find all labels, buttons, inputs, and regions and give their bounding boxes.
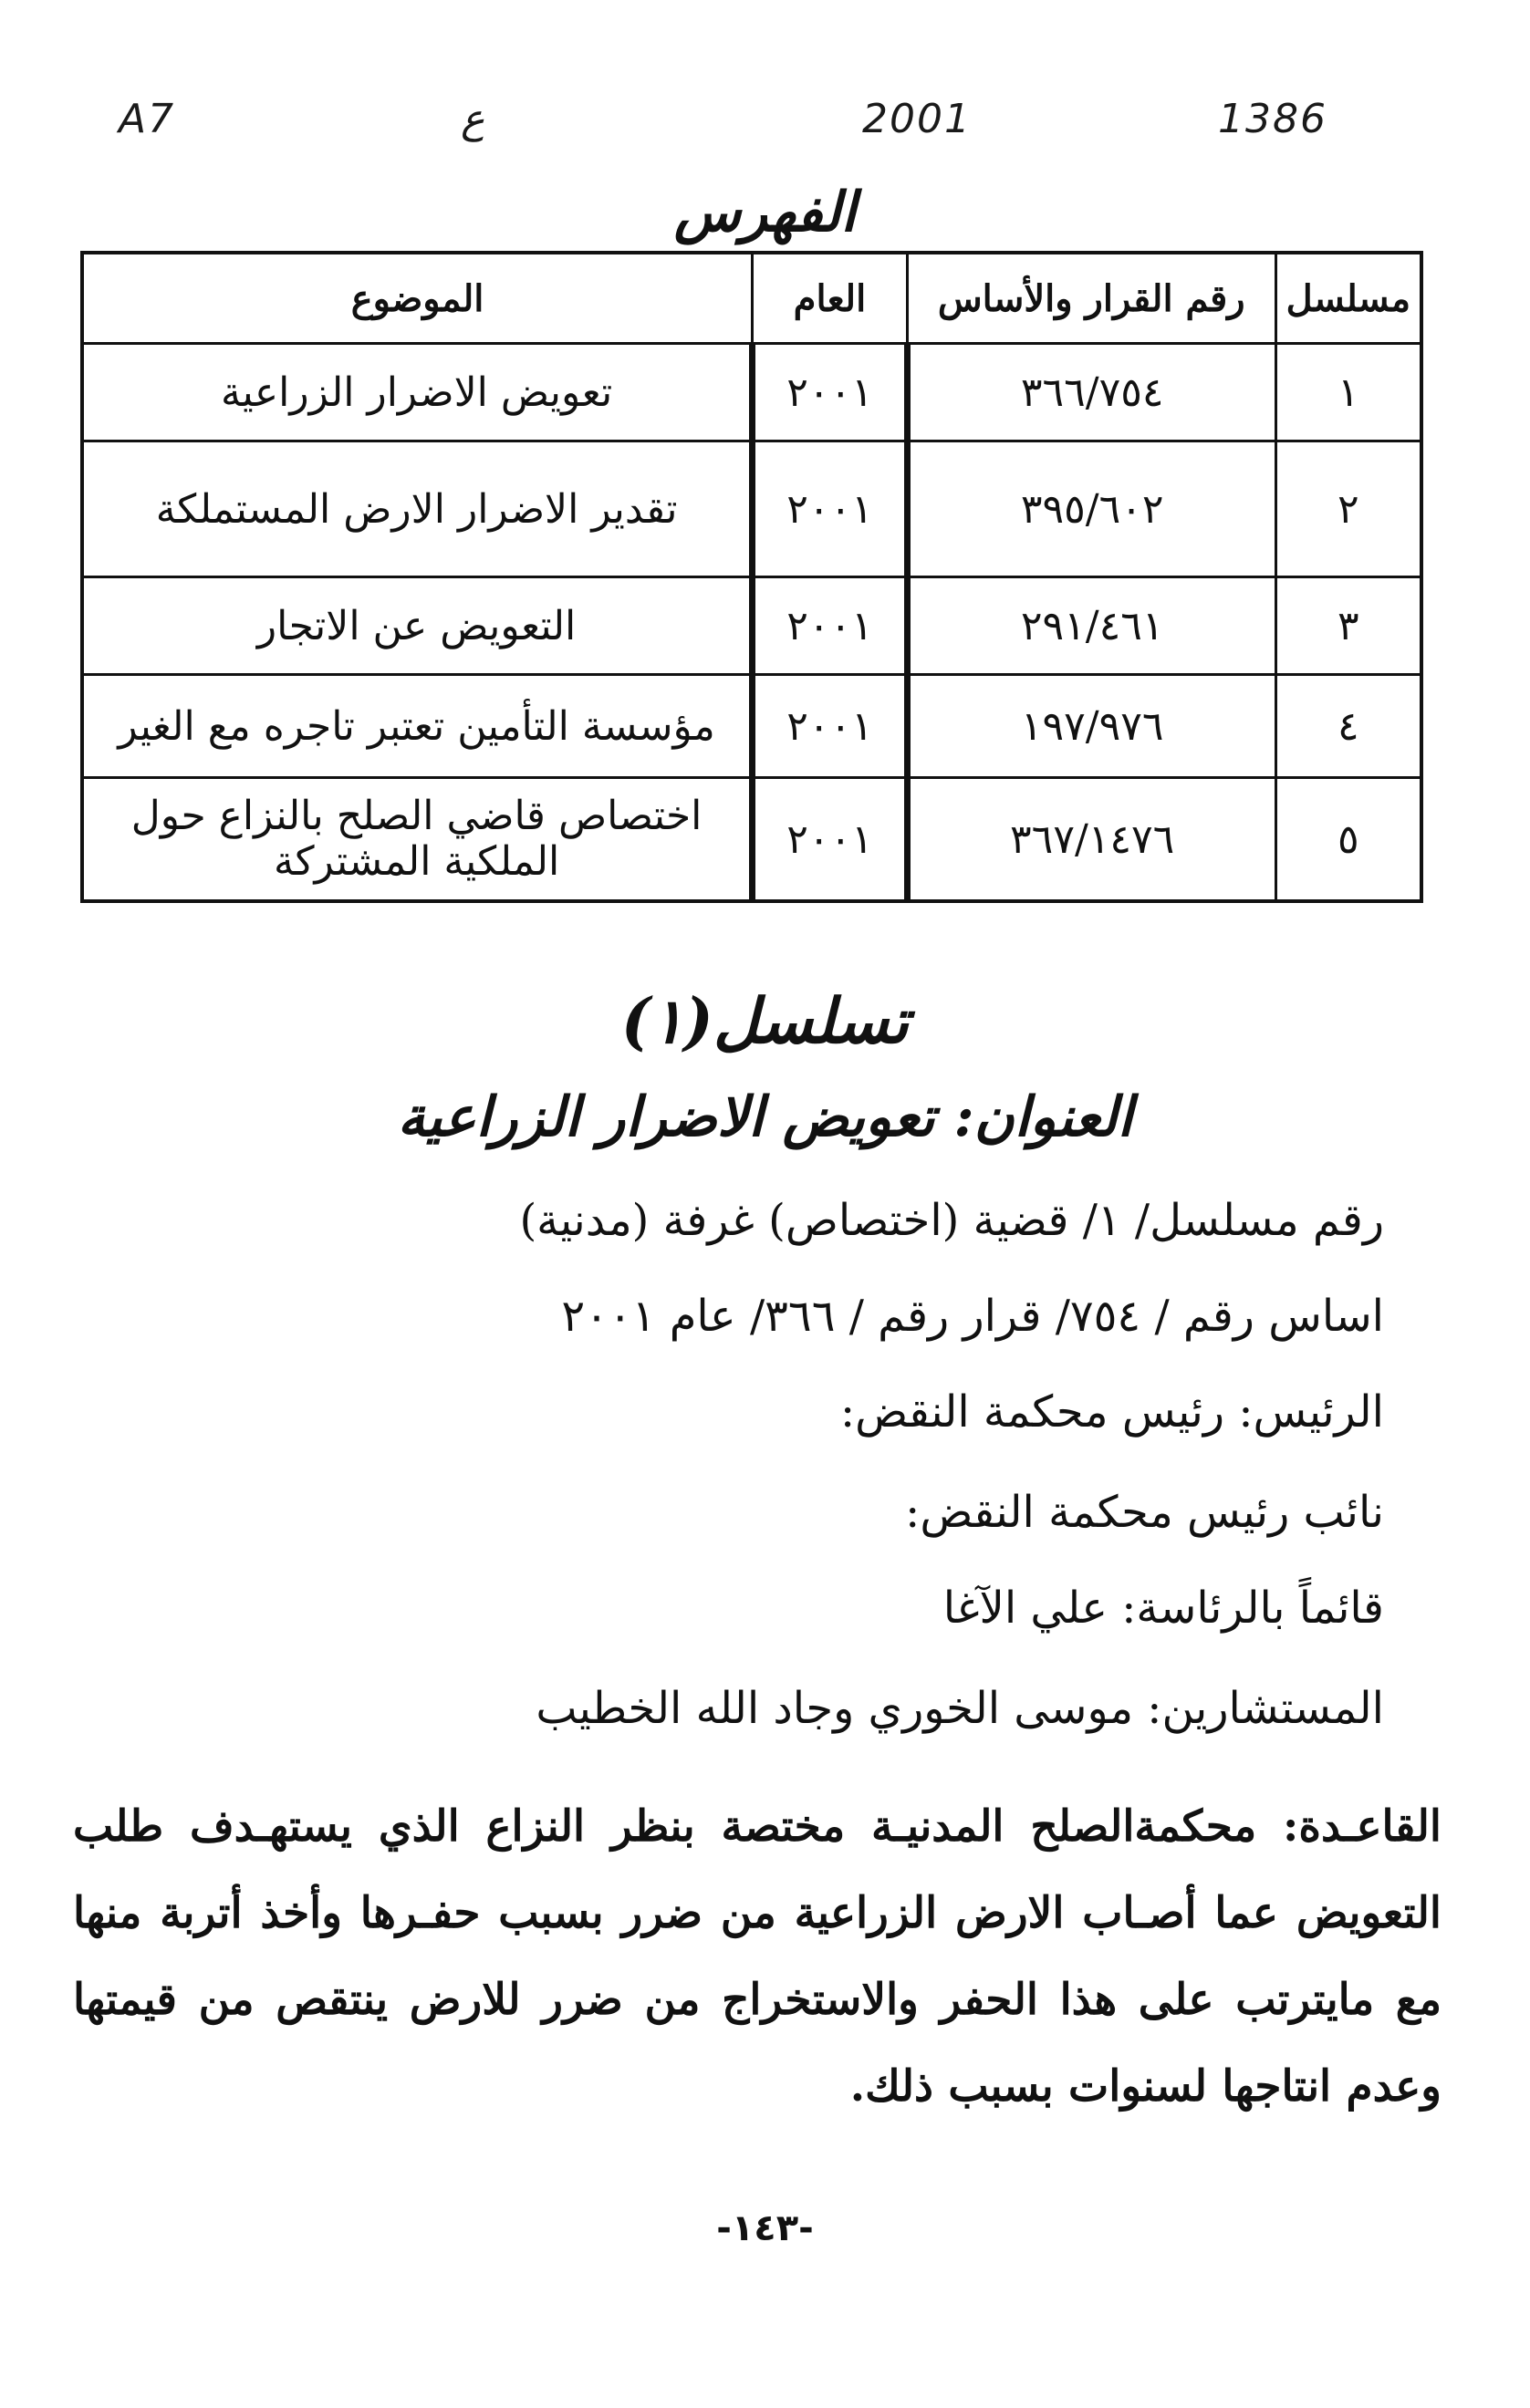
cell-decision: ٣٦٧/١٤٧٦ (907, 778, 1275, 902)
cell-decision: ٣٦٦/٧٥٤ (907, 344, 1275, 441)
cell-decision: ٣٩٥/٦٠٢ (907, 441, 1275, 577)
cell-year: ٢٠٠١ (753, 344, 908, 441)
page-number: -١٤٣- (716, 2207, 814, 2249)
cell-decision: ٢٩١/٤٦١ (907, 577, 1275, 675)
cell-year: ٢٠٠١ (753, 577, 908, 675)
header-seq: مسلسل (1275, 253, 1421, 344)
header-year: العام (753, 253, 908, 344)
table-row (82, 778, 1421, 902)
case-rule-paragraph: القاعـدة: محكمةالصلح المدنيـة مختصة بنظر النزاع الذي يستهـدف طلب التعويض عما أصـاب الارض الزراعية من ضرر بسبب حفـرها وأخذ أتربة منها مع مايترتب على هذا الحفر والاستخراج من ضرر للارض ينتقص من قيمتها وعدم انتاجها لسنوات بسبب ذلك. (73, 1801, 1442, 2112)
table-row (82, 675, 1421, 778)
header-decision: رقم القرار والأساس (907, 253, 1275, 344)
cell-decision: ١٩٧/٩٧٦ (907, 675, 1275, 778)
case-heading: تسلسل(١) (620, 985, 910, 1058)
cell-topic: تقدير الاضرار الارض المستملكة (82, 441, 753, 577)
cell-year: ٢٠٠١ (753, 778, 908, 902)
cell-seq: ٥ (1275, 778, 1421, 902)
case-acting-president-line: قائماً بالرئاسة: علي الآغا (942, 1583, 1384, 1634)
index-title: الفهرس (673, 181, 857, 244)
cell-year: ٢٠٠١ (753, 675, 908, 778)
case-president-line: الرئيس: رئيس محكمة النقض: (839, 1386, 1384, 1438)
margin-note-ref: 1386 (1218, 96, 1327, 142)
case-vice-president-line: نائب رئيس محكمة النقض: (905, 1487, 1384, 1538)
cell-topic: التعويض عن الاتجار (82, 577, 753, 675)
case-basis-line: اساس رقم / ٧٥٤/ قرار رقم / ٣٦٦/ عام ٢٠٠١ (561, 1291, 1384, 1342)
cell-seq: ٢ (1275, 441, 1421, 577)
margin-note-left: A7 (119, 96, 176, 142)
cell-seq: ٤ (1275, 675, 1421, 778)
cell-seq: ١ (1275, 344, 1421, 441)
cell-topic: تعويض الاضرار الزراعية (82, 344, 753, 441)
case-title: العنوان: تعويض الاضرار الزراعية (397, 1085, 1133, 1149)
case-serial-line: رقم مسلسل/ ١/ قضية (اختصاص) غرفة (مدنية) (519, 1195, 1384, 1246)
cell-topic: مؤسسة التأمين تعتبر تاجره مع الغير (82, 675, 753, 778)
index-table (80, 251, 1423, 903)
table-row (82, 344, 1421, 441)
table-header-row (82, 253, 1421, 344)
case-counselors-line: المستشارين: موسى الخوري وجاد الله الخطيب (536, 1683, 1384, 1734)
cell-seq: ٣ (1275, 577, 1421, 675)
margin-note-year: 2001 (862, 96, 972, 142)
cell-topic: اختصاص قاضي الصلح بالنزاع حول الملكية المشتركة (82, 778, 753, 902)
table-row (82, 577, 1421, 675)
header-topic: الموضوع (82, 253, 753, 344)
signature-mark: ع (461, 96, 485, 142)
table-row (82, 441, 1421, 577)
cell-year: ٢٠٠١ (753, 441, 908, 577)
